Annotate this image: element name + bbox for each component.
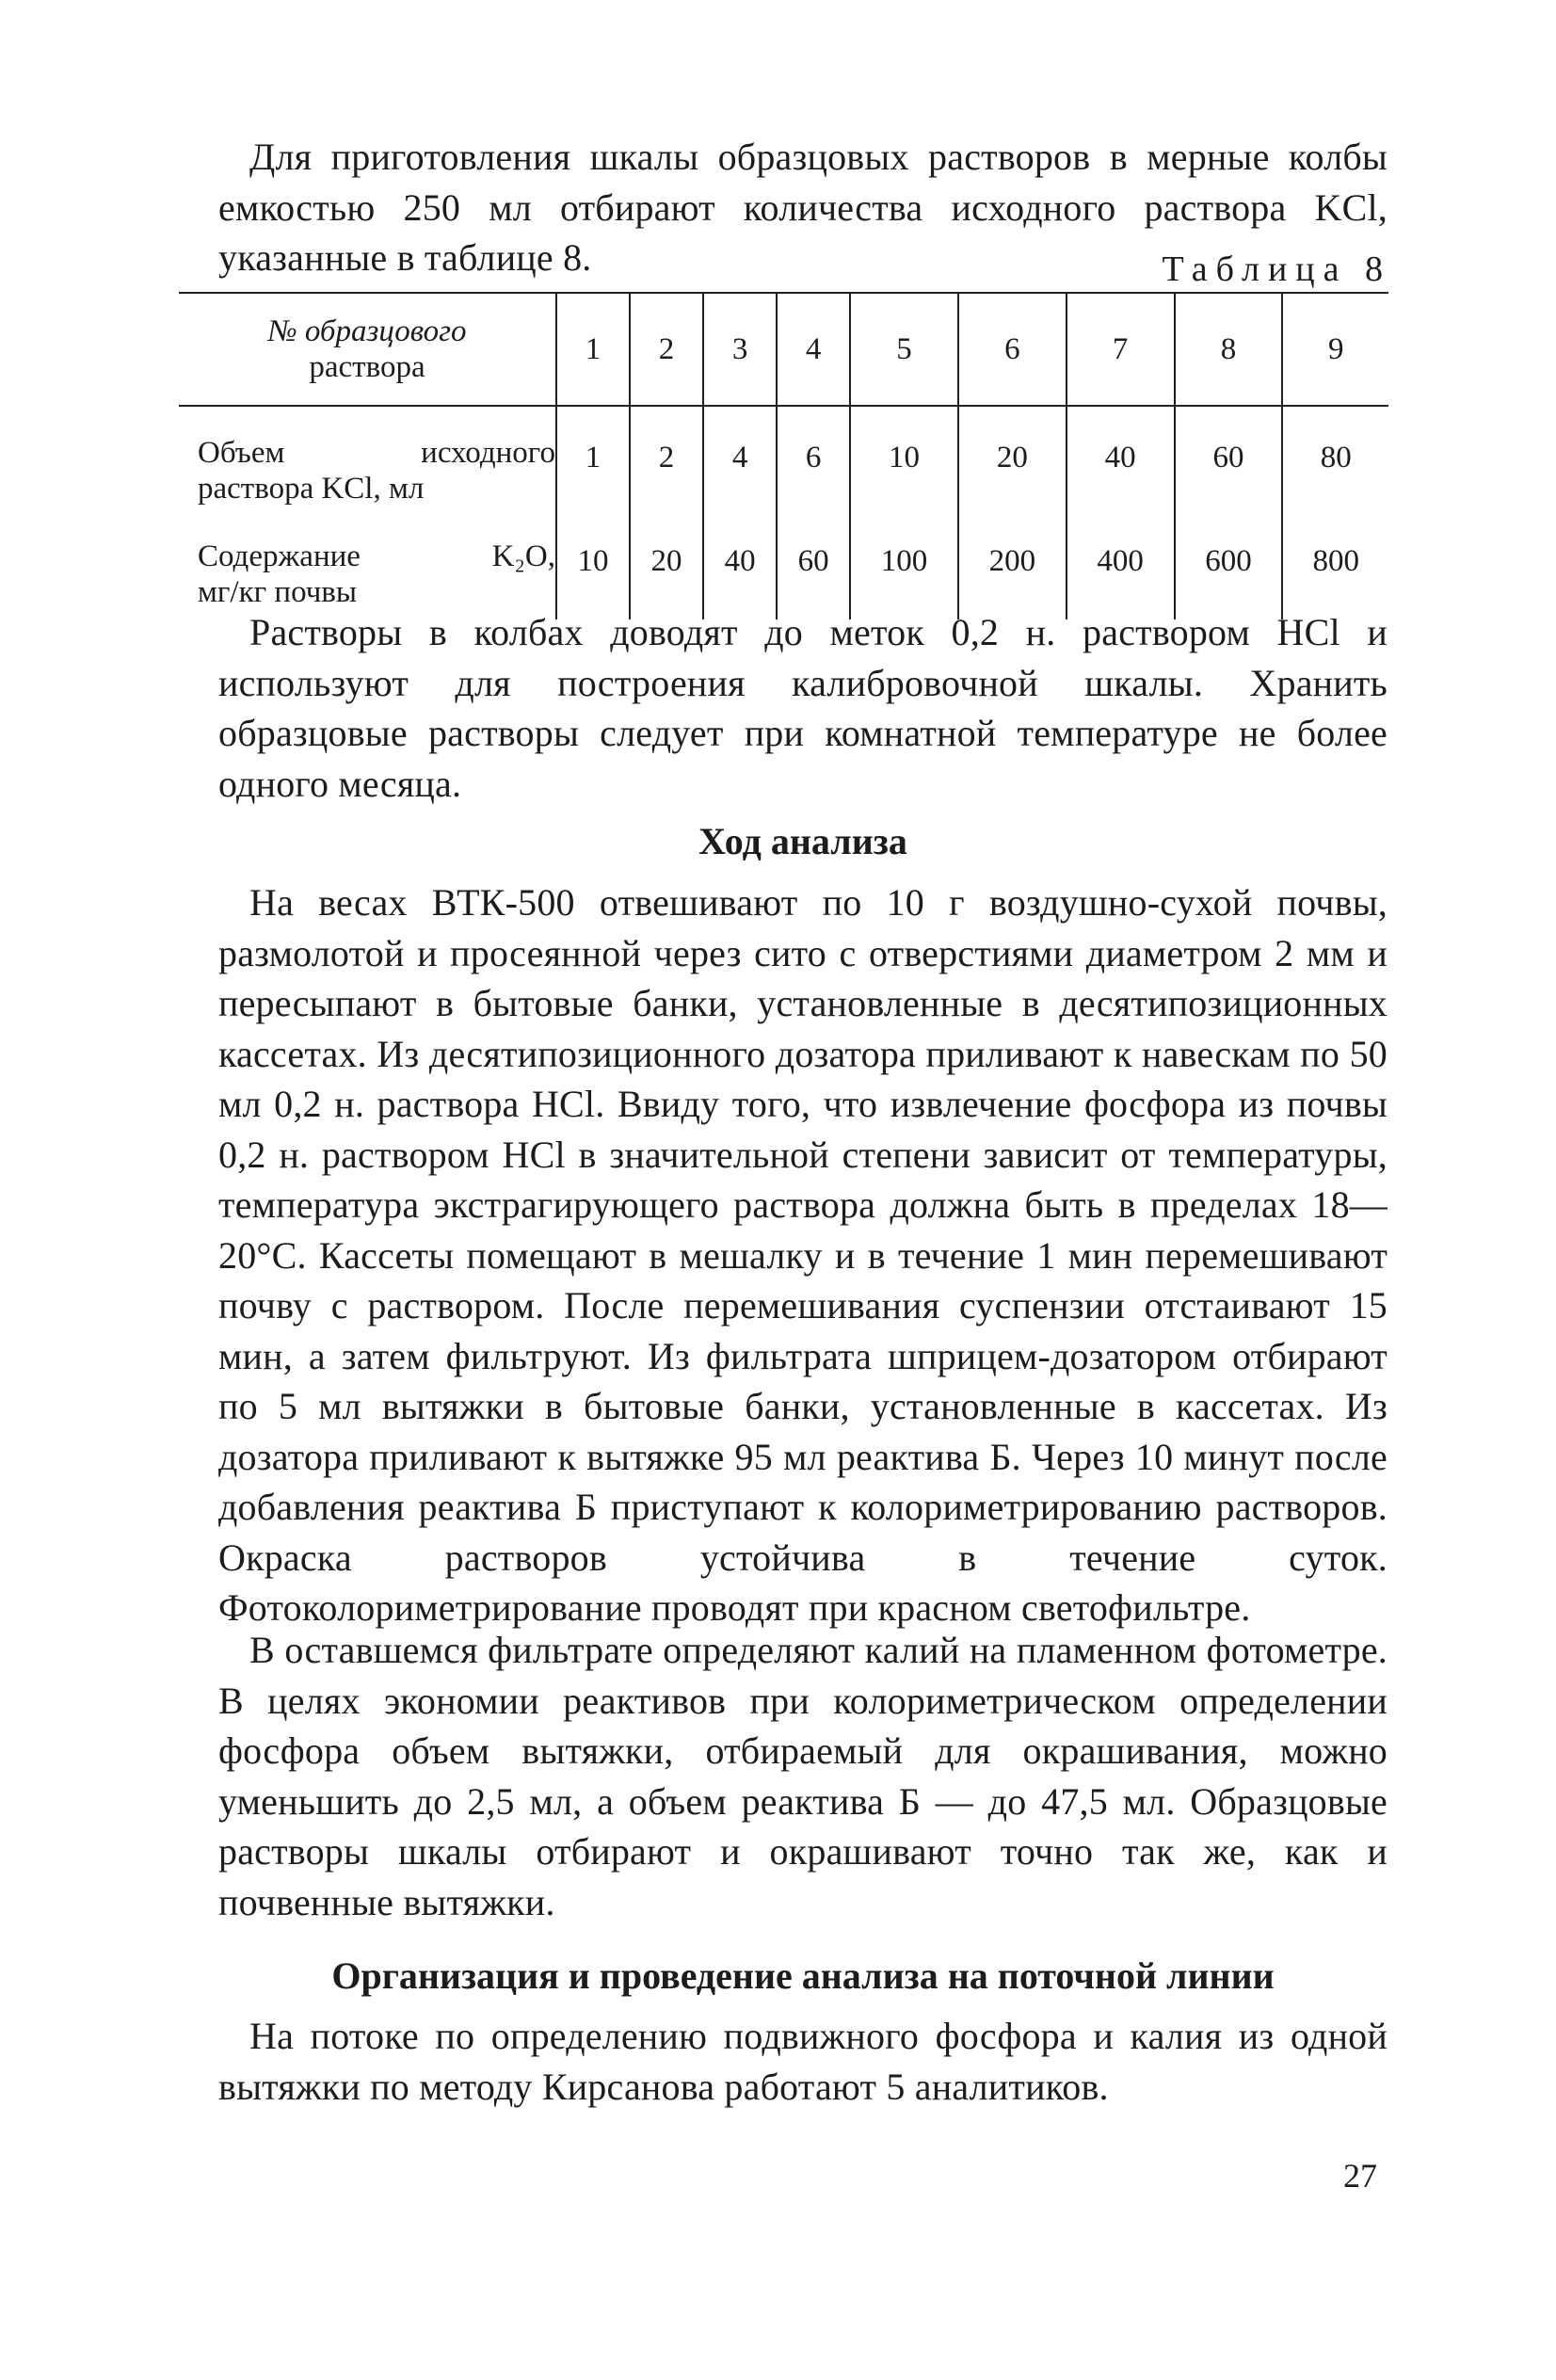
col-header: 4 — [777, 293, 850, 406]
section-heading-analysis: Ход анализа — [698, 820, 907, 862]
table-cell: 60 — [1175, 406, 1283, 525]
col-header: 5 — [850, 293, 958, 406]
table-cell: 400 — [1067, 525, 1175, 619]
table-cell: 40 — [703, 525, 777, 619]
table-cell: 10 — [556, 525, 630, 619]
col-header: 1 — [556, 293, 630, 406]
table-cell: 100 — [850, 525, 958, 619]
table-row — [179, 406, 1388, 525]
paragraph-remaining-filtrate: В оставшемся фильтрате определяют калий на пламенном фотометре. В целях экономии реактивов при колориметрическом определении фосфора объем вытяжки, отбираемый для окрашивания, можно уменьшить до 2,5 мл, а объем реактива Б — до 47,5 мл. Образцовые растворы шкалы отбирают и окрашивают точно так же, как и почвенные вытяжки. — [218, 1629, 1388, 1923]
table-cell: 2 — [630, 406, 703, 525]
section-heading-organization: Организация и проведение анализа на поточной линии — [331, 1954, 1275, 1997]
col-header: 9 — [1282, 293, 1388, 406]
row-label: Объем исходного раствора KCl, мл — [198, 436, 555, 506]
paragraph-analysis: На весах ВТК-500 отвешивают по 10 г воздушно-сухой почвы, размолотой и просеянной через сито с отверстиями диаметром 2 мм и пересыпают в бытовые банки, установленные в десятипозиционных кассетах. Из десятипозиционного дозатора приливают к навескам по 50 мл 0,2 н. раствора HCl. Ввиду того, что извлечение фосфора из почвы 0,2 н. раствором HCl в значительной степени зависит от температуры, температура экстрагирующего раствора должна быть в пределах 18—20°С. Кассеты помещают в мешалку и в течение 1 мин перемешивают почву с раствором. После перемешивания суспензии отстаивают 15 мин, а затем фильтруют. Из фильтрата шприцем-дозатором отбирают по 5 мл вытяжки в бытовые банки, установленные в кассетах. Из дозатора приливают к вытяжке 95 мл реактива Б. Через 10 минут после добавления реактива Б приступают к колориметрированию растворов. Окраска растворов устойчива в течение суток. Фотоколориметрирование проводят при красном светофильтре. — [218, 881, 1388, 1629]
table-cell: 20 — [958, 406, 1067, 525]
row-label: Содержание K₂O, мг/кг почвы — [198, 539, 555, 609]
table-cell: 6 — [777, 406, 850, 525]
table-8 — [179, 292, 1388, 619]
table-cell: 10 — [850, 406, 958, 525]
col-header: 2 — [630, 293, 703, 406]
table-row — [179, 525, 1388, 619]
paragraph-organization: На потоке по определению подвижного фосфора и калия из одной вытяжки по методу Кирсанова работают 5 аналитиков. — [218, 2015, 1388, 2108]
page-number: 27 — [1343, 2157, 1377, 2195]
table-cell: 80 — [1282, 406, 1388, 525]
table-cell: 40 — [1067, 406, 1175, 525]
table-cell: 4 — [703, 406, 777, 525]
table-header-row — [179, 293, 1388, 406]
paragraph-solutions: Растворы в колбах доводят до меток 0,2 н. раствором HCl и используют для построения калибровочной шкалы. Хранить образцовые растворы следует при комнатной температуре не более одного месяца. — [218, 611, 1388, 805]
col-header: 8 — [1175, 293, 1283, 406]
table-cell: 1 — [556, 406, 630, 525]
table-cell: 60 — [777, 525, 850, 619]
table-caption: Таблица 8 — [1162, 249, 1391, 289]
col-header: 7 — [1067, 293, 1175, 406]
col-header: 6 — [958, 293, 1067, 406]
table-cell: 600 — [1175, 525, 1283, 619]
col-header: 3 — [703, 293, 777, 406]
table-cell: 800 — [1282, 525, 1388, 619]
intro-paragraph: Для приготовления шкалы образцовых растворов в мерные колбы емкостью 250 мл отбирают количества исходного раствора KCl, указанные в таблице 8. — [218, 136, 1388, 279]
table-header-label: № образцового раствора — [179, 293, 556, 406]
table-cell: 200 — [958, 525, 1067, 619]
table-cell: 20 — [630, 525, 703, 619]
